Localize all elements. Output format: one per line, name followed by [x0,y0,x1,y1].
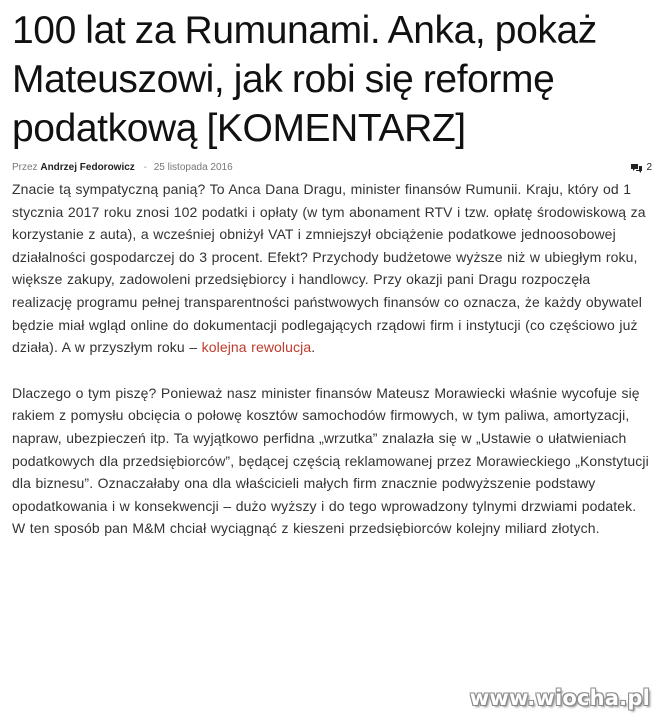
article-meta [12,160,652,176]
publish-date: 25 listopada 2016 [153,162,233,173]
article [12,0,652,540]
article-body [12,178,652,540]
comments-count: 2 [646,162,652,173]
speech-bubbles-icon [630,163,643,173]
paragraph-1-end: . [311,339,316,356]
article-title: 100 lat za Rumunami. Anka, pokaż Mateuszowi, jak robi się reformę podatkową [KOMENTARZ] [12,9,597,150]
meta-separator: - [143,162,147,173]
author-link[interactable]: Andrzej Fedorowicz [40,162,135,173]
comments-link[interactable] [630,160,652,176]
watermark-logo: www.wiocha.pl [469,686,650,710]
paragraph-1 [12,178,652,359]
paragraph-1-text: Znacie tą sympatyczną panią? To Anca Dana Dragu, minister finansów Rumunii. Kraju, który od 1 stycznia 2017 roku znosi 102 podatki i opłaty (w tym abonament RTV i tzw. opłatę środowiskową za korzystanie z auta), a wcześniej obniżył VAT i zmniejszył obciążenie podatkowe jednoosobowej działalności gospodarczej do 3 procent. Efekt? Przychody budżetowe wyższe niż w ubiegłym roku, większe zakupy, zadowoleni przedsiębiorcy i handlowcy. Przy okazji pani Dragu rozpoczęła realizację programu pełnej transparentności państwowych finansów co oznacza, że każdy obywatel będzie miał wgląd online do dokumentacji podlegających rządowi firm i instytucji (co częściowo już działa). A w przyszłym roku – [12,181,646,356]
by-label: Przez [12,162,38,173]
paragraph-2: Dlaczego o tym piszę? Ponieważ nasz minister finansów Mateusz Morawiecki właśnie wycofuje się rakiem z pomysłu obcięcia o połowę kosztów samochodów firmowych, w tym paliwa, amortyzacji, napraw, ubezpieczeń itp. Ta wyjątkowo perfidna „wrzutka” znalazła się w „Ustawie o ułatwieniach podatkowych dla przedsiębiorców”, będącej częścią reklamowanej przez Morawieckiego „Konstytucji dla biznesu”. Oznaczałaby ona dla właścicieli małych firm znacznie podwyższenie podstawy opodatkowania i w konsekwencji – dużo wyższy i do tego wprowadzony tylnymi drzwiami podatek. W ten sposób pan M&M chciał wyciągnąć z kieszeni przedsiębiorców kolejny miliard złotych. [12,384,649,537]
revolution-link[interactable]: kolejna rewolucja [201,339,312,356]
